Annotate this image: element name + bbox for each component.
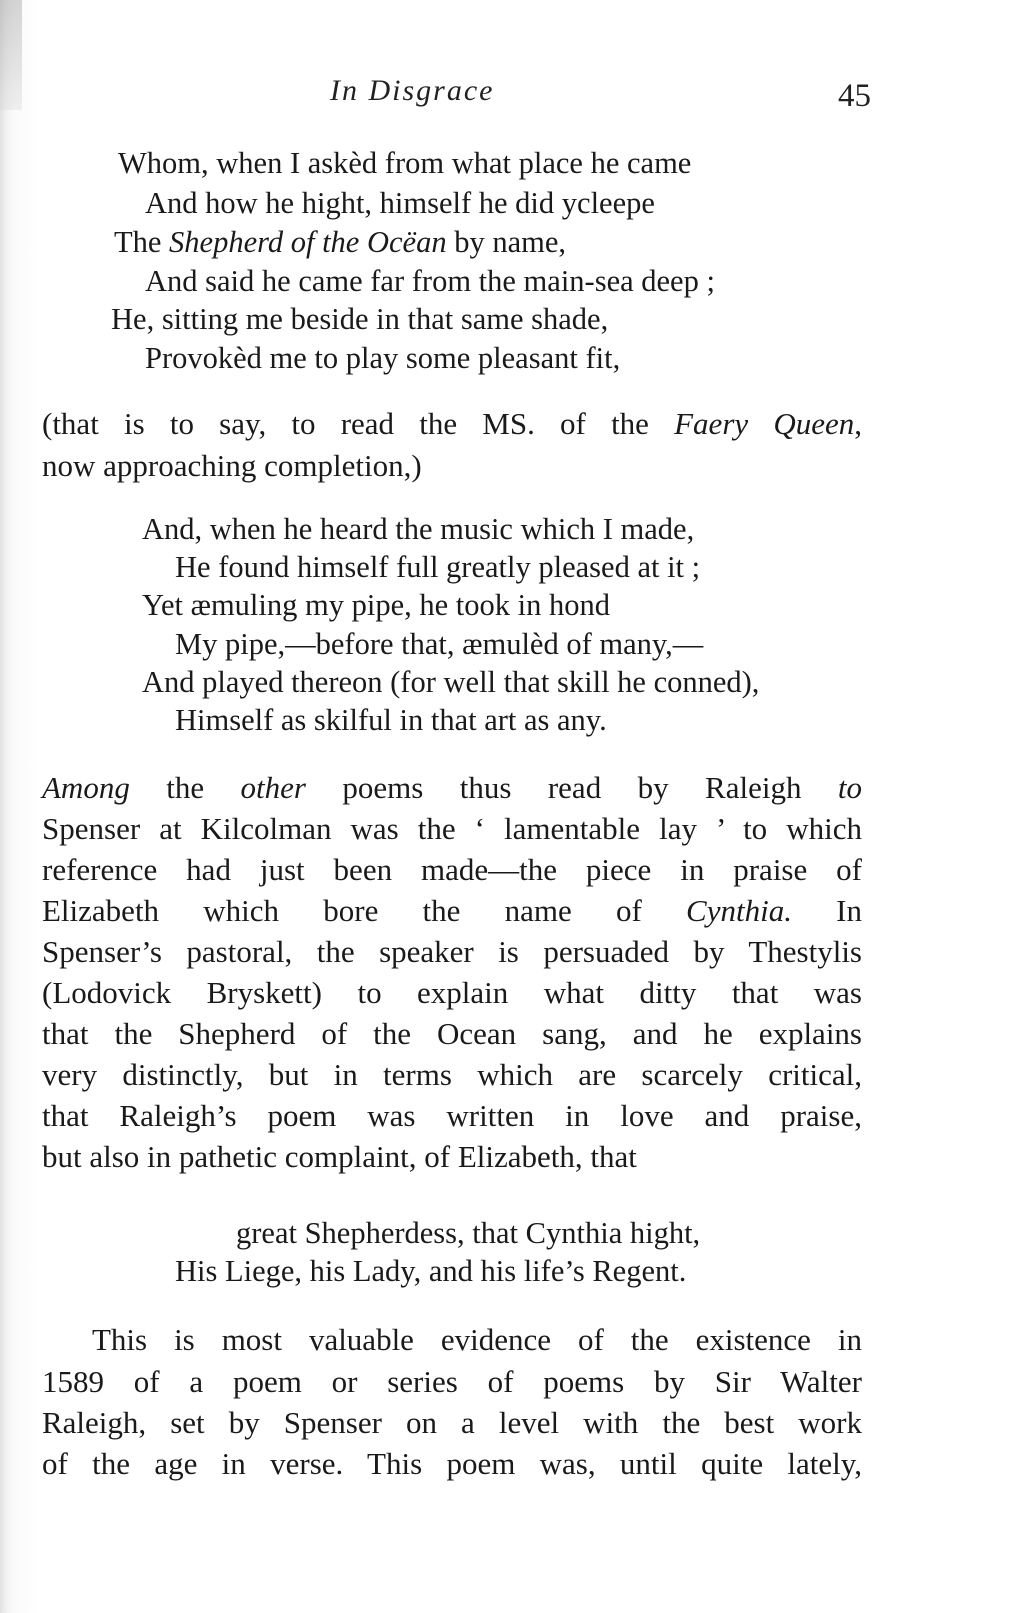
verse-line: And, when he heard the music which I made, [142,512,695,546]
interlude-text: , [854,406,862,441]
paragraph-line: Among the other poems thus read by Raleigh to [42,770,862,805]
scan-gutter-shadow [0,0,48,1613]
verse-line: Whom, when I askèd from what place he came [118,146,692,180]
interlude-text: (that is to say, to read the MS. of the [42,406,675,441]
verse-line: His Liege, his Lady, and his life’s Regent. [175,1254,687,1288]
paragraph-text: Elizabeth which bore the name of [42,893,687,928]
interlude-line [42,408,862,439]
verse-line: Yet æmuling my pipe, he took in hond [142,588,610,622]
verse-line: The Shepherd of the Ocëan by name, [114,225,567,259]
verse-line: My pipe,—before that, æmulèd of many,— [175,627,704,661]
paragraph-line: (Lodovick Bryskett) to explain what ditty that was [42,975,862,1010]
verse-line: And said he came far from the main-sea deep ; [145,264,715,298]
paragraph-line: This is most valuable evidence of the existence in [92,1322,862,1357]
paragraph-line: that the Shepherd of the Ocean sang, and he explains [42,1016,862,1051]
paragraph-line [42,895,862,926]
paragraph-line: but also in pathetic complaint, of Elizabeth, that [42,1139,637,1174]
verse-line: great Shepherdess, that Cynthia hight, [236,1216,701,1250]
interlude-line: now approaching completion,) [42,448,422,483]
scan-edge-mark [0,0,22,110]
paragraph-line: that Raleigh’s poem was written in love and praise, [42,1098,862,1133]
verse-line: And played thereon (for well that skill he conned), [142,665,760,699]
paragraph-text: In [791,893,862,928]
paragraph-line: Raleigh, set by Spenser on a level with the best work [42,1405,862,1440]
verse-line: He found himself full greatly pleased at it ; [175,550,701,584]
paragraph-line: Spenser’s pastoral, the speaker is persuaded by Thestylis [42,934,862,969]
paragraph-title: Cynthia. [686,893,792,928]
interlude-title: Faery Queen [674,406,855,441]
verse-line: And how he hight, himself he did ycleepe [145,186,655,220]
paragraph-line: reference had just been made—the piece in praise of [42,852,862,887]
paragraph-line: of the age in verse. This poem was, until quite lately, [42,1446,862,1481]
paragraph-line: very distinctly, but in terms which are scarcely critical, [42,1057,862,1092]
verse-line: Provokèd me to play some pleasant fit, [145,341,621,375]
page-number: 45 [838,78,871,114]
verse-line: He, sitting me beside in that same shade, [111,302,609,336]
paragraph-line: Spenser at Kilcolman was the ‘ lamentable lay ’ to which [42,811,862,846]
verse-line: Himself as skilful in that art as any. [175,703,607,737]
paragraph-line: 1589 of a poem or series of poems by Sir Walter [42,1364,862,1399]
running-head: In Disgrace [330,74,495,107]
